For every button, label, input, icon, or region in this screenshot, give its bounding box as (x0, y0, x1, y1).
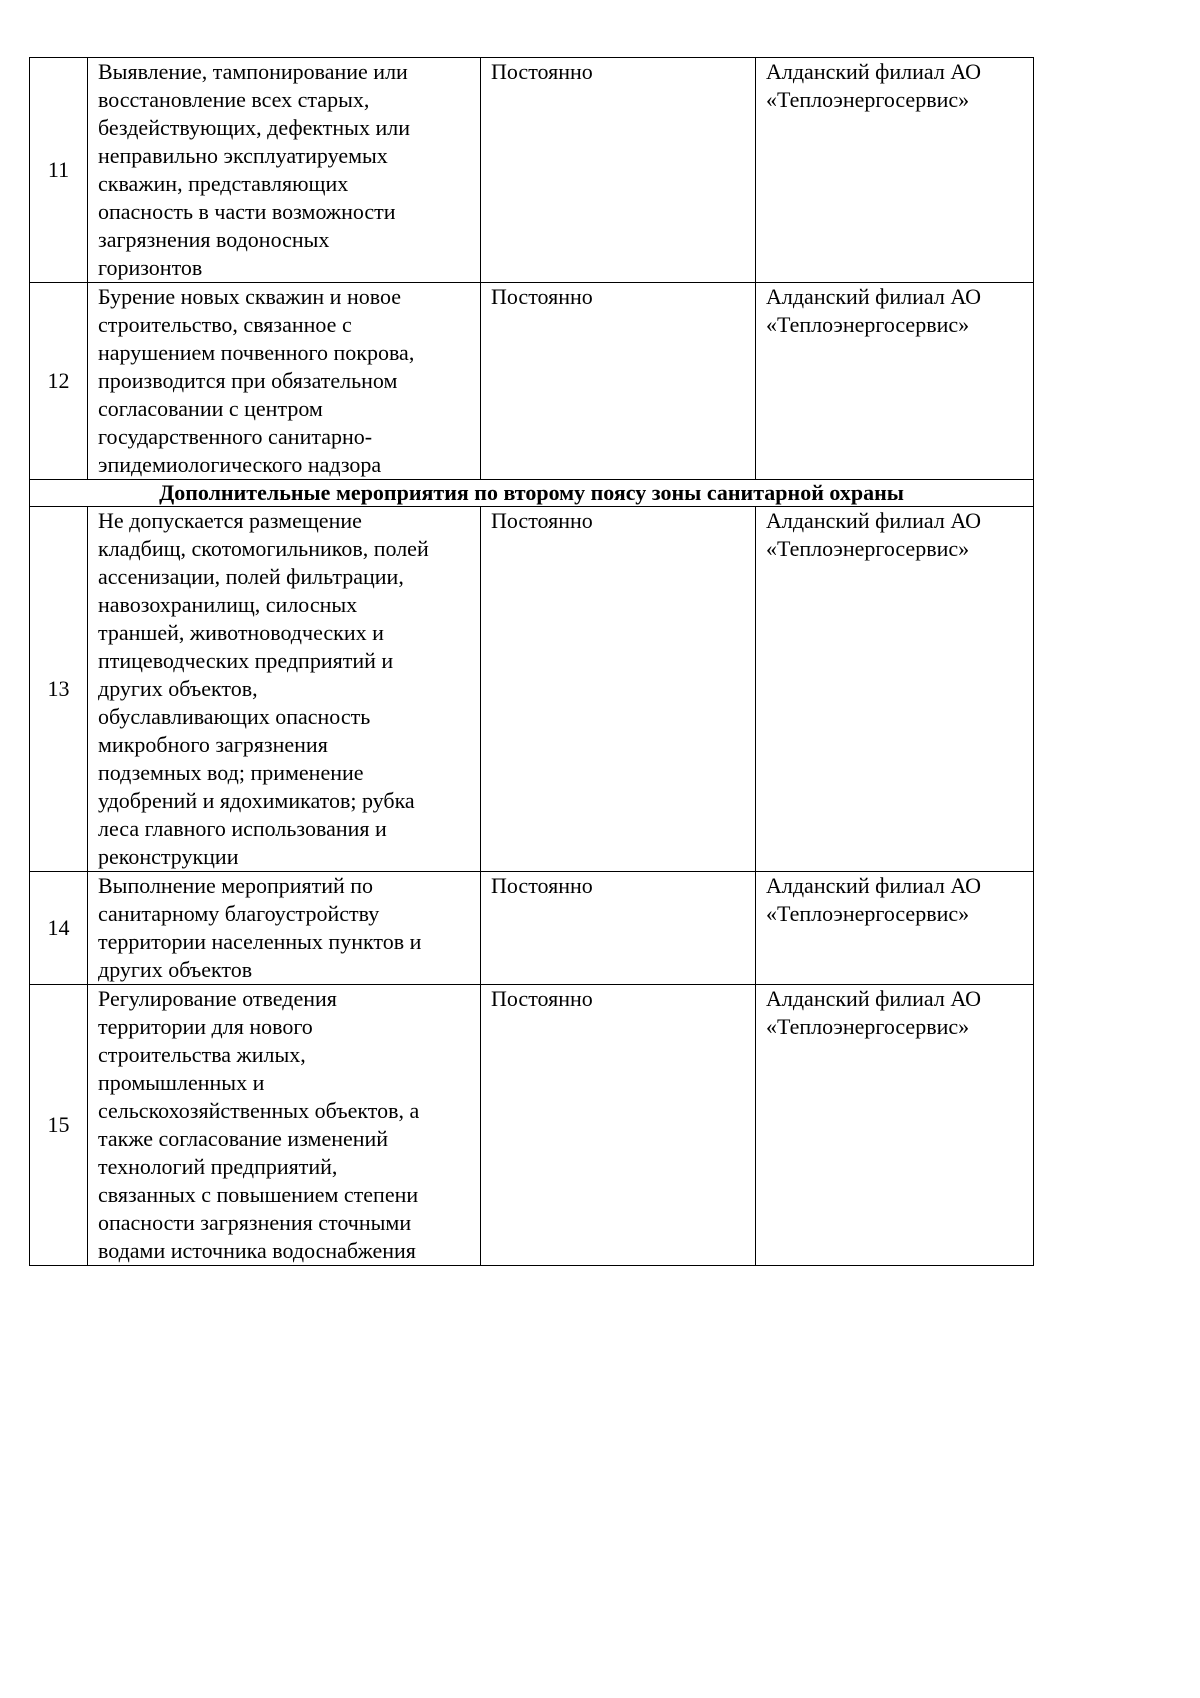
responsible-text: Алданский филиал АО «Теплоэнергосервис» (756, 872, 1034, 985)
section-row (30, 480, 1034, 507)
responsible-text: Алданский филиал АО «Теплоэнергосервис» (756, 283, 1034, 480)
row-number: 15 (30, 985, 88, 1266)
term-text: Постоянно (481, 283, 756, 480)
measure-text: Бурение новых скважин и новое строительство, связанное с нарушением почвенного покрова, производится при обязательном согласовании с центром государственного санитарно- эпидемиологического надзора (88, 283, 481, 480)
row-number: 13 (30, 507, 88, 872)
table-row (30, 985, 1034, 1266)
term-text: Постоянно (481, 872, 756, 985)
row-number: 11 (30, 58, 88, 283)
row-number: 14 (30, 872, 88, 985)
responsible-text: Алданский филиал АО «Теплоэнергосервис» (756, 985, 1034, 1266)
measure-text: Выявление, тампонирование или восстановление всех старых, бездействующих, дефектных или неправильно эксплуатируемых скважин, представляющих опасность в части возможности загрязнения водоносных горизонтов (88, 58, 481, 283)
table-row (30, 872, 1034, 985)
responsible-text: Алданский филиал АО «Теплоэнергосервис» (756, 58, 1034, 283)
term-text: Постоянно (481, 985, 756, 1266)
term-text: Постоянно (481, 507, 756, 872)
measure-text: Регулирование отведения территории для нового строительства жилых, промышленных и сельскохозяйственных объектов, а также согласование изменений технологий предприятий, связанных с повышением степени опасности загрязнения сточными водами источника водоснабжения (88, 985, 481, 1266)
responsible-text: Алданский филиал АО «Теплоэнергосервис» (756, 507, 1034, 872)
section-title: Дополнительные мероприятия по второму поясу зоны санитарной охраны (30, 480, 1034, 507)
term-text: Постоянно (481, 58, 756, 283)
table-row (30, 283, 1034, 480)
measure-text: Выполнение мероприятий по санитарному благоустройству территории населенных пунктов и других объектов (88, 872, 481, 985)
table-row (30, 58, 1034, 283)
measure-text: Не допускается размещение кладбищ, скотомогильников, полей ассенизации, полей фильтрации, навозохранилищ, силосных траншей, животноводческих и птицеводческих предприятий и других объектов, обуславливающих опасность микробного загрязнения подземных вод; применение удобрений и ядохимикатов; рубка леса главного использования и реконструкции (88, 507, 481, 872)
measures-table (29, 57, 1034, 1266)
row-number: 12 (30, 283, 88, 480)
table-row (30, 507, 1034, 872)
